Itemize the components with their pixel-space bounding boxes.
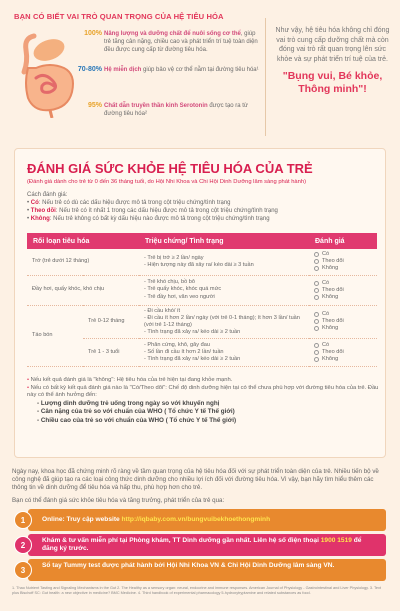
impact-item: - Lượng dinh dưỡng trẻ uống trong ngày so với khuyến nghị bbox=[37, 399, 220, 407]
instruction-item: • Theo dõi: Nếu trẻ có ít nhất 1 trong các dấu hiệu được mô tả trong cột triệu chứng/tình trạng bbox=[27, 208, 278, 214]
conclusion-text: Ngày nay, khoa học đã chứng minh rõ ràng về tầm quan trọng của hệ tiêu hóa đối với sự phát triển toàn diện của trẻ. Nhiều tiến bộ về công nghệ đã giúp tạo ra các loại công thức dinh dưỡng cho nhiều lợi ích đối với đường tiêu hóa. Vì vậy, bạn hãy tìm hiểu thêm các thông tin về dinh dưỡng để tiêu hóa và hấp thu, phù hợp hơn cho trẻ. bbox=[12, 468, 379, 491]
disorder-cell: Đầy hơi, quấy khóc, khó chịu bbox=[27, 275, 139, 305]
symptom-cell: - Trẻ bị trớ ≥ 2 lần/ ngày - Hiện tượng này đã xảy ra/ kéo dài ≥ 3 tuần bbox=[139, 249, 309, 275]
radio-icon[interactable] bbox=[314, 312, 319, 317]
header-disorder: Rối loạn tiêu hóa bbox=[27, 233, 139, 249]
option-monitor[interactable]: Theo dõi bbox=[314, 318, 372, 325]
fact-text: Chất dẫn truyền thần kinh Serotonin được tạo ra từ đường tiêu hóa² bbox=[104, 103, 248, 117]
slogan: "Bụng vui, Bé khỏe, Thông minh"! bbox=[282, 70, 383, 95]
table-row bbox=[27, 249, 377, 275]
evaluation-cell bbox=[309, 339, 377, 367]
evaluation-cell bbox=[309, 305, 377, 339]
option-yes[interactable]: Có bbox=[314, 311, 372, 318]
intro-summary bbox=[275, 26, 390, 96]
impact-item: - Cân nặng của trẻ so với chuẩn của WHO ( Tổ chức Y tế Thế giới) bbox=[37, 408, 235, 416]
fact-percent: 95% bbox=[87, 102, 102, 109]
option-yes[interactable]: Có bbox=[314, 251, 372, 258]
table-header bbox=[27, 233, 377, 249]
symptom-cell: - Phân cứng, khô, gây đau - Số lần đi cầu ít hơn 2 lần/ tuần - Tình trạng đã xảy ra/ kéo dài ≥ 2 tuần bbox=[139, 339, 309, 367]
table-row bbox=[27, 275, 377, 305]
fact-percent: 100% bbox=[84, 30, 102, 37]
fact-item bbox=[70, 102, 260, 138]
instructions bbox=[27, 191, 377, 223]
instruction-item: • Có: Nếu trẻ có dù các dấu hiệu được mô tả trong cột triệu chứng/tình trạng bbox=[27, 200, 231, 206]
option-monitor[interactable]: Theo dõi bbox=[314, 258, 372, 265]
age-cell: Trẻ 0-12 tháng bbox=[83, 305, 139, 339]
intro-title: BẠN CÓ BIẾT VAI TRÒ QUAN TRỌNG CỦA HỆ TIÊU HÓA bbox=[14, 12, 224, 21]
radio-icon[interactable] bbox=[314, 326, 319, 331]
result-notes bbox=[27, 377, 379, 426]
fact-item bbox=[70, 66, 260, 102]
fact-percent: 70-80% bbox=[77, 66, 102, 73]
divider bbox=[265, 18, 266, 136]
symptom-cell: - Trẻ khó chịu, bồ bô - Trẻ quấy khóc, khóc quá mức - Trẻ đầy hơi, văn veo người bbox=[139, 275, 309, 305]
radio-icon[interactable] bbox=[314, 281, 319, 286]
fact-text: Hệ miễn dịch giúp bảo vệ cơ thể nằm tại đường tiêu hóa¹ bbox=[104, 67, 259, 73]
radio-icon[interactable] bbox=[314, 319, 319, 324]
step-number: 1 bbox=[14, 511, 32, 529]
header-evaluation: Đánh giá bbox=[309, 233, 377, 249]
table-row bbox=[27, 305, 377, 339]
radio-icon[interactable] bbox=[314, 343, 319, 348]
option-no[interactable]: Không bbox=[314, 325, 372, 332]
hotline-number[interactable]: 1900 1519 bbox=[320, 537, 352, 544]
option-no[interactable]: Không bbox=[314, 356, 372, 363]
panel-title: ĐÁNH GIÁ SỨC KHỎE HỆ TIÊU HÓA CỦA TRẺ bbox=[27, 161, 313, 176]
fact-text: Nâng lượng và dưỡng chất để nuôi sống cơ thể, giúp trẻ tăng cân nặng, chiều cao và phát triển trí tuệ toàn diện đều được cung cấp từ đường tiêu hóa. bbox=[104, 31, 258, 53]
radio-icon[interactable] bbox=[314, 350, 319, 355]
radio-icon[interactable] bbox=[314, 295, 319, 300]
references: 1. Thao Nutrient Tasting and Signaling Mechanisms in the Gut 2. The Healthy as a sensory organ: neural, endocrine and immune responses. American Journal of Physiology - Gastrointestinal and Liver Physiology. 3. Text plus Bischoff SC: Gut health: a new objective in medicine? BMC Medicine. 4. Third handbook of experimental pharmacology 5-hydroxytryptamine and related substances as food. bbox=[12, 586, 381, 595]
instructions-label: Cách đánh giá: bbox=[27, 192, 68, 198]
header-symptom: Triệu chứng/ Tình trạng bbox=[139, 233, 309, 249]
steps-list bbox=[14, 508, 386, 583]
option-yes[interactable]: Có bbox=[314, 280, 372, 287]
radio-icon[interactable] bbox=[314, 357, 319, 362]
summary-text: Như vậy, hệ tiêu hóa không chỉ đóng vai trò cung cấp dưỡng chất mà còn đóng vai trò rất quan trọng lên sức khỏe và sự phát triển trí tuệ của trẻ. bbox=[275, 27, 390, 63]
option-yes[interactable]: Có bbox=[314, 342, 372, 349]
radio-icon[interactable] bbox=[314, 288, 319, 293]
option-monitor[interactable]: Theo dõi bbox=[314, 349, 372, 356]
option-no[interactable]: Không bbox=[314, 294, 372, 301]
assessment-panel bbox=[14, 148, 386, 458]
evaluation-cell bbox=[309, 249, 377, 275]
facts-list bbox=[70, 30, 260, 138]
impact-item: - Chiều cao của trẻ so với chuẩn của WHO ( Tổ chức Y tế Thế giới) bbox=[37, 416, 237, 424]
note-item: • Nếu có bất kỳ kết quả đánh giá nào là "Có/Theo dõi": Chế độ dinh dưỡng hiện tại có thể chưa phù hợp với đường tiêu hóa của trẻ. Đầu này có thể ảnh hưởng đến: bbox=[27, 384, 379, 399]
option-monitor[interactable]: Theo dõi bbox=[314, 287, 372, 294]
option-no[interactable]: Không bbox=[314, 265, 372, 272]
assessment-table bbox=[27, 233, 377, 367]
panel-subtitle: (Đánh giá dành cho trẻ từ 0 đến 36 tháng tuổi, do Hội Nhi Khoa và Chi Hội Dinh Dưỡng lâm sàng phát hành) bbox=[27, 179, 307, 185]
intro-section bbox=[0, 0, 400, 148]
instruction-item: • Không: Nếu trẻ không có bất kỳ dấu hiệu nào được mô tả trong cột triệu chứng/tình trạng bbox=[27, 216, 270, 222]
fact-item bbox=[70, 30, 260, 66]
age-cell: Trẻ 1 - 3 tuổi bbox=[83, 339, 139, 367]
radio-icon[interactable] bbox=[314, 259, 319, 264]
conclusion-lead: Bạn có thể đánh giá sức khỏe tiêu hóa và tăng trưởng, phát triển của trẻ qua: bbox=[12, 497, 225, 504]
disorder-cell: Táo bón bbox=[27, 305, 83, 367]
step-number: 3 bbox=[14, 561, 32, 579]
website-link[interactable]: http://iqbaby.com.vn/bungvuibekhoethongminh bbox=[121, 516, 271, 523]
conclusion bbox=[12, 468, 388, 505]
radio-icon[interactable] bbox=[314, 266, 319, 271]
note-item: • Nếu kết quả đánh giá là "không": Hệ tiêu hóa của trẻ hiện tại đang khỏe mạnh. bbox=[27, 377, 233, 383]
evaluation-cell bbox=[309, 275, 377, 305]
step-handbook: Sổ tay Tummy test được phát hành bởi Hội Nhi Khoa VN & Chi Hội Dinh Dưỡng lâm sàng VN. 3 bbox=[14, 558, 386, 582]
step-online: Online: Truy cập website http://iqbaby.com.vn/bungvuibekhoethongminh 1 bbox=[14, 508, 386, 532]
step-clinic: Khám & tư vấn miễn phí tại Phòng khám, TT Dinh dưỡng gần nhất. Liên hệ số điện thoại 1900 1519 để đăng ký trước. 2 bbox=[14, 533, 386, 557]
symptom-cell: - Đi cầu khó/ ít - Đi cầu ít hơn 2 lần/ ngày (với trẻ 0-1 tháng); ít hơn 3 lần/ tuần (với trẻ 1-12 tháng) - Tình trạng đã xảy ra/ kéo dài ≥ 2 tuần bbox=[139, 305, 309, 339]
disorder-cell: Trớ (trẻ dưới 12 tháng) bbox=[27, 249, 139, 275]
radio-icon[interactable] bbox=[314, 252, 319, 257]
step-number: 2 bbox=[14, 536, 32, 554]
